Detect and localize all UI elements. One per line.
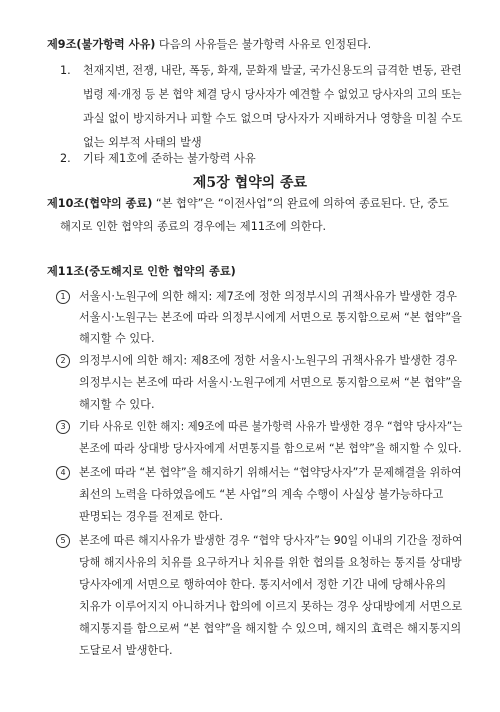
article-9-item-2-line-1: 기타 제1호에 준하는 불가항력 사유 <box>83 152 256 165</box>
article-11-item-3-line-2: 본조에 따라 상대방 당사자에게 서면통지를 함으로써 “본 협약”을 해지할 수 있다. <box>79 442 462 455</box>
article-9-item-1-line-2: 법령 제·개정 등 본 협약 체결 당시 당사자가 예견할 수 없었고 당사자의 고의 또는 <box>83 88 462 101</box>
chapter-5-heading: 제5장 협약의 종료 <box>192 175 308 191</box>
article-9-item-1-line-3: 과실 없이 방지하거나 피할 수도 없으며 당사자가 지배하거나 영향을 미칠 수도 <box>83 112 463 125</box>
article-11-item-5-line-5: 해지통지를 함으로써 “본 협약”을 해지할 수 있으며, 해지의 효력은 해지통지의 <box>79 622 462 635</box>
article-9-intro: 다음의 사유들은 불가항력 사유로 인정된다. <box>155 38 372 51</box>
article-11-item-2-line-3: 해지할 수 있다. <box>79 398 155 411</box>
article-9-heading-line <box>47 38 371 52</box>
article-9-title: 제9조(불가항력 사유) <box>47 38 156 51</box>
article-11-item-1-line-2: 서울시·노원구는 본조에 따라 의정부시에게 서면으로 통지함으로써 “본 협약”을 <box>79 311 462 324</box>
article-11-item-5-line-1: 본조에 따른 해지사유가 발생한 경우 “협약 당사자”는 90일 이내의 기간을 정하여 <box>79 534 463 547</box>
article-11-item-2-number: 2 <box>56 354 70 368</box>
article-11-item-4-line-1: 본조에 따라 “본 협약”을 해지하기 위해서는 “협약당사자”가 문제해결을 위하여 <box>79 466 462 479</box>
article-11-item-1-line-3: 해지할 수 있다. <box>79 332 155 345</box>
article-11-item-3-line-1: 기타 사유로 인한 해지: 제9조에 따른 불가항력 사유가 발생한 경우 “협약 당사자”는 <box>79 420 463 433</box>
article-10-text-1: “본 협약”은 “이전사업”의 완료에 의하여 종료된다. 단, 중도 <box>152 197 449 210</box>
article-10-line-2: 해지로 인한 협약의 종료의 경우에는 제11조에 의한다. <box>60 220 327 233</box>
article-9-item-1-line-4: 없는 외부적 사태의 발생 <box>83 136 202 149</box>
article-11-title: 제11조(중도해지로 인한 협약의 종료) <box>47 265 236 278</box>
article-11-item-5-line-4: 치유가 이루어지지 아니하거나 합의에 이르지 못하는 경우 상대방에게 서면으로 <box>79 600 463 613</box>
article-11-item-5-line-3: 당사자에게 서면으로 행하여야 한다. 통지서에서 정한 기간 내에 당해사유의 <box>79 578 447 591</box>
article-11-item-5-line-6: 도달로서 발생한다. <box>79 644 173 657</box>
article-9-item-2-number: 2. <box>60 152 71 165</box>
article-9-item-1-line-1: 천재지변, 전쟁, 내란, 폭동, 화재, 문화재 발굴, 국가신용도의 급격한 변동, 관련 <box>83 64 462 77</box>
article-11-item-5-number: 5 <box>56 534 70 548</box>
article-11-item-2-line-1: 의정부시에 의한 해지: 제8조에 정한 서울시·노원구의 귀책사유가 발생한 경우 <box>79 354 457 367</box>
article-9-item-1-number: 1. <box>60 64 71 77</box>
article-11-item-4-line-3: 판명되는 경우를 전제로 한다. <box>79 510 223 523</box>
article-11-item-2-line-2: 의정부시는 본조에 따라 서울시·노원구에게 서면으로 통지함으로써 “본 협약”을 <box>79 376 462 389</box>
article-11-item-1-number: 1 <box>56 290 70 304</box>
article-11-item-3-number: 3 <box>56 420 70 434</box>
article-10-line-1 <box>47 197 449 211</box>
article-11-item-5-line-2: 당해 해지사유의 치유를 요구하거나 치유를 위한 협의를 요청하는 통지를 상대방 <box>79 556 462 569</box>
article-11-item-1-line-1: 서울시·노원구에 의한 해지: 제7조에 정한 의정부시의 귀책사유가 발생한 경우 <box>79 290 457 303</box>
article-10-title: 제10조(협약의 종료) <box>47 197 153 210</box>
article-11-item-4-line-2: 최선의 노력을 다하였음에도 “본 사업”의 계속 수행이 사실상 불가능하다고 <box>79 488 444 501</box>
article-11-item-4-number: 4 <box>56 466 70 480</box>
